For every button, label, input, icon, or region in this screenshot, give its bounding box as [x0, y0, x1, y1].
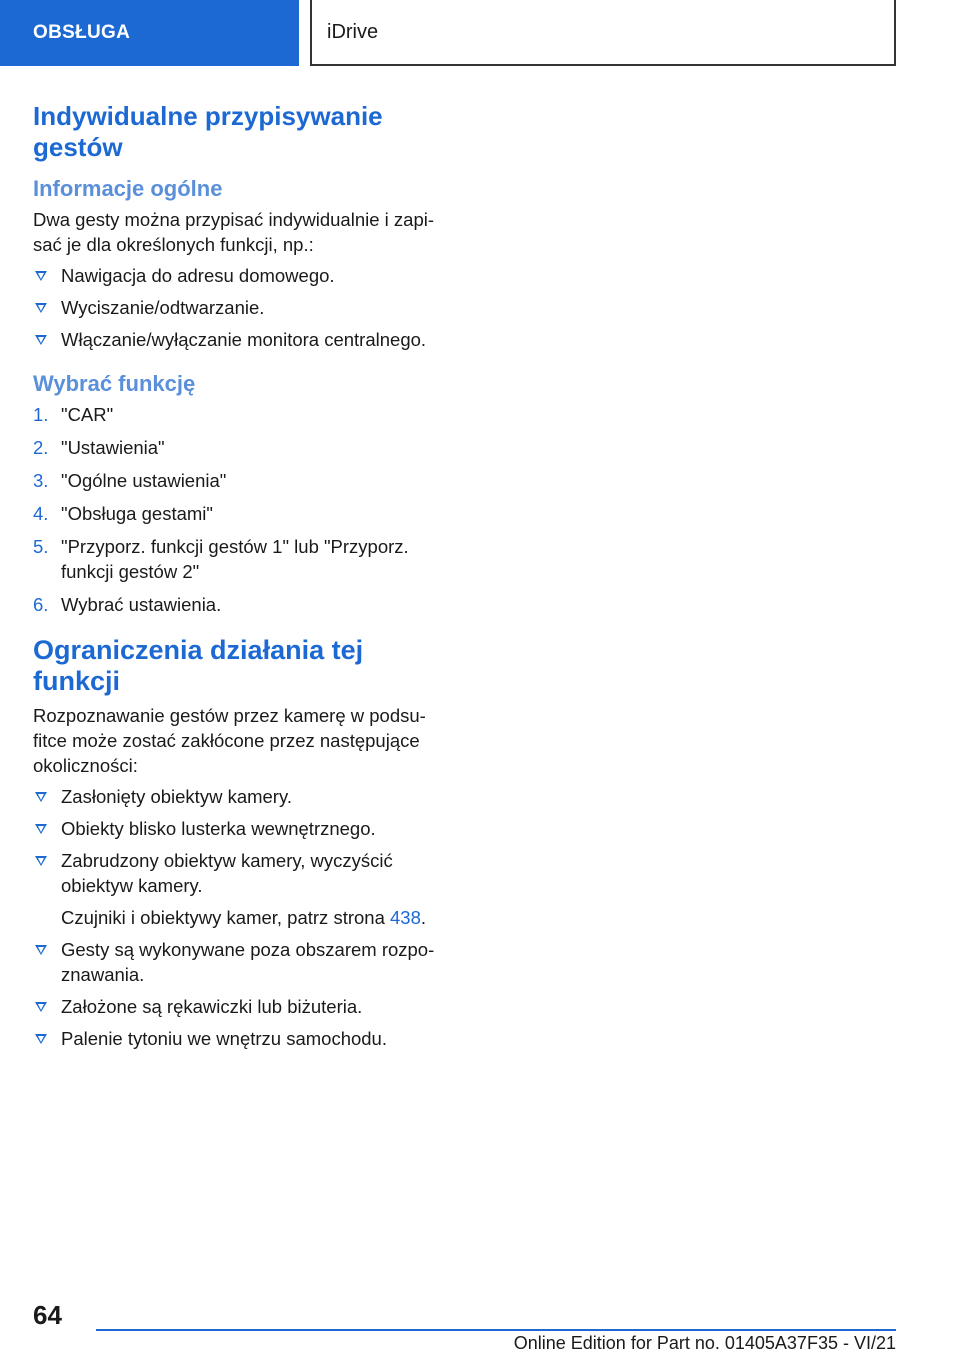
general-intro: Dwa gesty można przypisać indywidualnie i zapi-sać je dla określonych funkcji, np.:	[33, 209, 435, 255]
footer-divider	[96, 1329, 896, 1331]
list-item: Założone są rękawiczki lub biżuteria.	[33, 994, 453, 1019]
step-number: 4.	[33, 503, 49, 524]
step-number: 5.	[33, 536, 49, 557]
triangle-bullet-icon	[35, 1002, 47, 1012]
triangle-bullet-icon	[35, 1034, 47, 1044]
step-number: 1.	[33, 404, 49, 425]
cross-reference-note: Czujniki i obiektywy kamer, patrz strona 438.	[61, 907, 427, 928]
section-tab	[0, 0, 299, 66]
chapter-label: iDrive	[327, 20, 379, 43]
list-item: Wyciszanie/odtwarzanie.	[33, 295, 453, 320]
list-item: Nawigacja do adresu domowego.	[33, 263, 453, 288]
triangle-bullet-icon	[35, 271, 47, 281]
chapter-tab	[310, 0, 896, 66]
list-item: Obiekty blisko lusterka wewnętrznego.	[33, 816, 453, 841]
list-item: Gesty są wykonywane poza obszarem rozpo-znawania.	[33, 937, 453, 987]
list-item: Włączanie/wyłączanie monitora centralnego.	[33, 327, 453, 352]
step-item: 6. Wybrać ustawienia.	[33, 594, 222, 615]
triangle-bullet-icon	[35, 792, 47, 802]
step-number: 2.	[33, 437, 49, 458]
list-item: Zabrudzony obiektyw kamery, wyczyścić obiektyw kamery. Czujniki i obiektywy kamer, patrz strona 438.	[33, 848, 453, 930]
page-content	[33, 101, 453, 1058]
page-number: 64	[33, 1300, 62, 1330]
triangle-bullet-icon	[35, 303, 47, 313]
triangle-bullet-icon	[35, 824, 47, 834]
select-heading: Wybrać funkcję	[33, 371, 196, 396]
triangle-bullet-icon	[35, 945, 47, 955]
step-item: 2. "Ustawienia"	[33, 437, 165, 458]
page-title: Indywidualne przypisywanie gestów	[33, 101, 383, 162]
step-item: 1. "CAR"	[33, 404, 114, 425]
limits-heading: Ograniczenia działania tej funkcji	[33, 635, 364, 696]
page-link[interactable]: 438	[390, 907, 421, 928]
steps-list	[33, 402, 453, 617]
step-item: 4. "Obsługa gestami"	[33, 503, 213, 524]
limits-intro: Rozpoznawanie gestów przez kamerę w podsu-fitce może zostać zakłócone przez następujące okoliczności:	[33, 705, 426, 776]
general-heading: Informacje ogólne	[33, 176, 223, 201]
triangle-bullet-icon	[35, 856, 47, 866]
section-label: OBSŁUGA	[33, 22, 131, 43]
list-item: Zasłonięty obiektyw kamery.	[33, 784, 453, 809]
step-item: 5. "Przyporz. funkcji gestów 1" lub "Przyporz. funkcji gestów 2"	[33, 536, 409, 582]
step-item: 3. "Ogólne ustawienia"	[33, 470, 227, 491]
list-item: Palenie tytoniu we wnętrzu samochodu.	[33, 1026, 453, 1051]
edition-label: Online Edition for Part no. 01405A37F35 - VI/21	[513, 1333, 896, 1353]
limits-list	[33, 784, 453, 1051]
general-list	[33, 263, 453, 352]
triangle-bullet-icon	[35, 335, 47, 345]
step-number: 6.	[33, 594, 49, 615]
step-number: 3.	[33, 470, 49, 491]
